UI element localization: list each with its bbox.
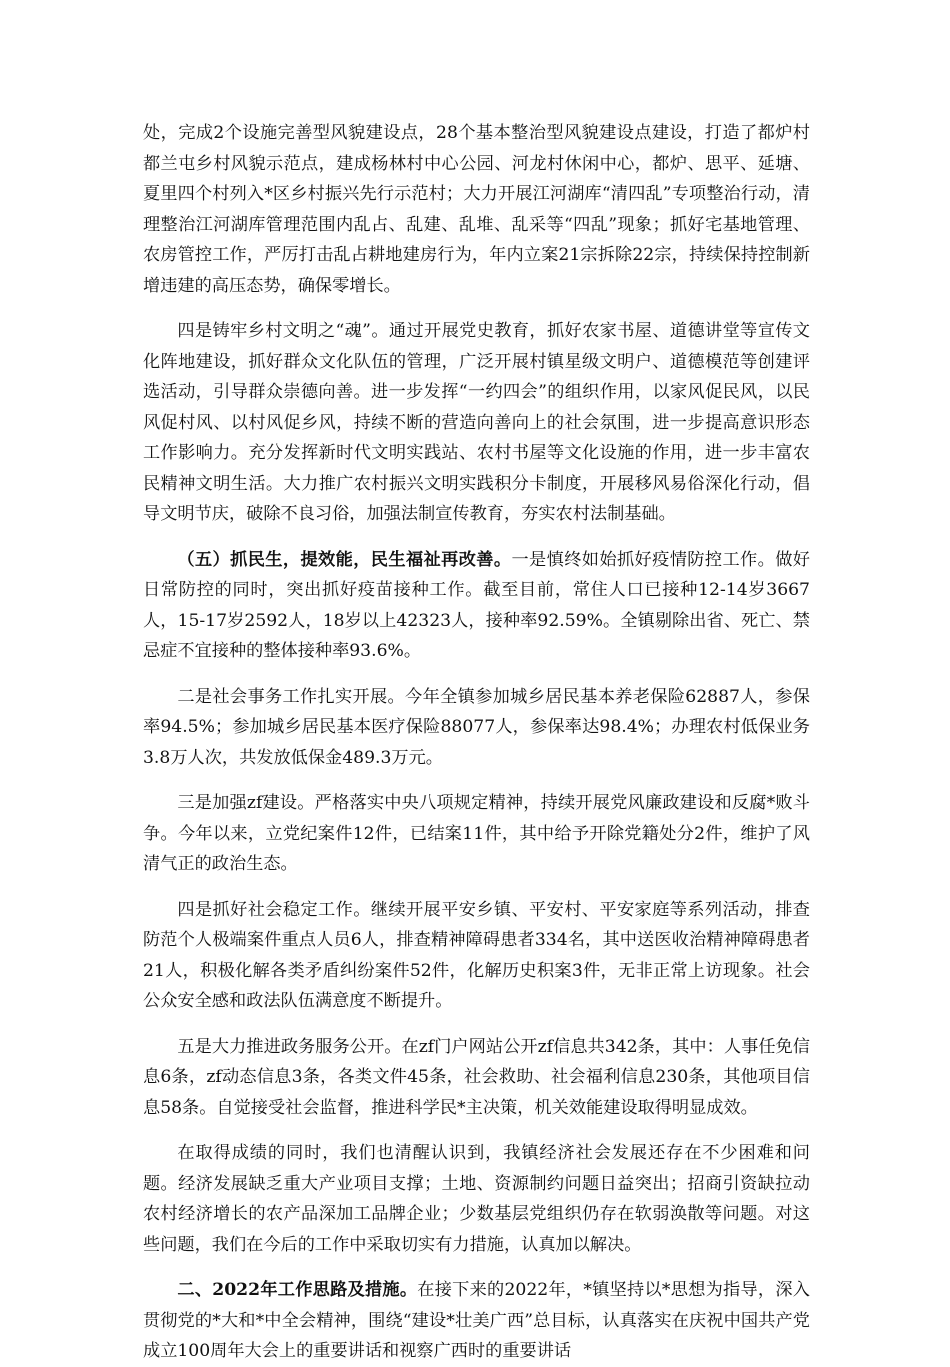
paragraph-text: 五是大力推进政务服务公开。在zf门户网站公开zf信息共342条，其中：人事任免信息6条，zf动态信息3条，各类文件45条，社会救助、社会福利信息230条，其他项目信息58条。自觉接受社会监督，推进科学民*主决策，机关效能建设取得明显成效。 bbox=[143, 1036, 810, 1118]
paragraph-rural-civilization bbox=[143, 316, 810, 530]
paragraph-government-building bbox=[143, 788, 810, 880]
paragraph-text: 在接下来的2022年，*镇坚持以*思想为指导，深入贯彻党的*大和*中全会精神，围绕“建设*壮美广西”总目标，认真落实在庆祝中国共产党成立100周年大会上的重要讲话和视察广西时的重要讲话 bbox=[143, 1280, 810, 1361]
paragraph-social-affairs bbox=[143, 682, 810, 774]
section-heading: 二、2022年工作思路及措施。 bbox=[177, 1280, 418, 1300]
paragraph-section-two-heading bbox=[143, 1275, 810, 1367]
paragraph-text: 四是铸牢乡村文明之“魂”。通过开展党史教育，抓好农家书屋、道德讲堂等宣传文化阵地建设，抓好群众文化队伍的管理，广泛开展村镇星级文明户、道德模范等创建评选活动，引导群众崇德向善。进一步发挥“一约四会”的组织作用，以家风促民风，以民风促村风、以村风促乡风，持续不断的营造向善向上的社会氛围，进一步提高意识形态工作影响力。充分发挥新时代文明实践站、农村书屋等文化设施的作用，进一步丰富农民精神文明生活。大力推广农村振兴文明实践积分卡制度，开展移风易俗深化行动，倡导文明节庆，破除不良习俗，加强法制宣传教育，夯实农村法制基础。 bbox=[143, 321, 810, 524]
paragraph-text: 一是慎终如始抓好疫情防控工作。做好日常防控的同时，突出抓好疫苗接种工作。截至目前，常住人口已接种12-14岁3667人，15-17岁2592人，18岁以上42323人，接种率92.59%。全镇剔除出省、死亡、禁忌症不宜接种的整体接种率93.6%。 bbox=[143, 549, 810, 661]
paragraph-continuation bbox=[143, 118, 810, 301]
paragraph-text: 四是抓好社会稳定工作。继续开展平安乡镇、平安村、平安家庭等系列活动，排查防范个人极端案件重点人员6人，排查精神障碍患者334名，其中送医收治精神障碍患者21人，积极化解各类矛盾纠纷案件52件，化解历史积案3件，无非正常上访现象。社会公众安全感和政法队伍满意度不断提升。 bbox=[143, 899, 810, 1011]
paragraph-section-five-heading bbox=[143, 545, 810, 667]
paragraph-text: 三是加强zf建设。严格落实中央八项规定精神，持续开展党风廉政建设和反腐*败斗争。今年以来，立党纪案件12件，已结案11件，其中给予开除党籍处分2件，维护了风清气正的政治生态。 bbox=[143, 793, 810, 874]
paragraph-text: 处，完成2个设施完善型风貌建设点，28个基本整治型风貌建设点建设，打造了都炉村都兰屯乡村风貌示范点，建成杨林村中心公园、河龙村休闲中心，都炉、思平、延塘、夏里四个村列入*区乡村振兴先行示范村；大力开展江河湖库“清四乱”专项整治行动，清理整治江河湖库管理范围内乱占、乱建、乱堆、乱采等“四乱”现象；抓好宅基地管理、农房管控工作，严厉打击乱占耕地建房行为，年内立案21宗拆除22宗，持续保持控制新增违建的高压态势，确保零增长。 bbox=[143, 123, 810, 296]
paragraph-text: 在取得成绩的同时，我们也清醒认识到，我镇经济社会发展还存在不少困难和问题。经济发展缺乏重大产业项目支撑；土地、资源制约问题日益突出；招商引资缺拉动农村经济增长的农产品深加工品牌企业；少数基层党组织仍存在软弱涣散等问题。对这些问题，我们在今后的工作中采取切实有力措施，认真加以解决。 bbox=[143, 1143, 810, 1255]
paragraph-social-stability bbox=[143, 895, 810, 1017]
paragraph-government-openness bbox=[143, 1032, 810, 1124]
section-heading: （五）抓民生，提效能，民生福祉再改善。 bbox=[177, 549, 512, 570]
paragraph-problems bbox=[143, 1138, 810, 1260]
paragraph-text: 二是社会事务工作扎实开展。今年全镇参加城乡居民基本养老保险62887人，参保率94.5%；参加城乡居民基本医疗保险88077人，参保率达98.4%；办理农村低保业务3.8万人次，共发放低保金489.3万元。 bbox=[143, 686, 810, 768]
